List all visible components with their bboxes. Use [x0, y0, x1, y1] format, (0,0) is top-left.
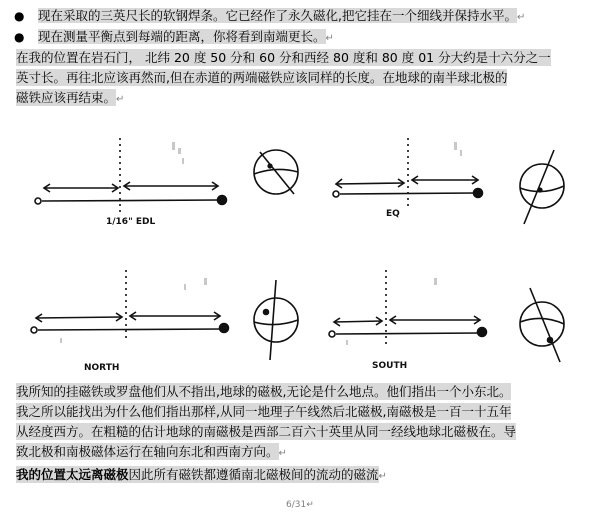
text-line: 致北极和南极磁体运行在轴向东北和西南方向。 — [16, 444, 279, 459]
paragraph-mark: ↵ — [516, 12, 526, 23]
globe-equator — [254, 320, 298, 325]
magnet-north-end — [478, 328, 487, 337]
magnet-south-end — [31, 327, 37, 333]
location-dot — [538, 188, 542, 192]
paragraph-mark: ↵ — [325, 33, 334, 44]
bullet-icon: ● — [14, 30, 25, 44]
text-line: 从经度西方。在粗糙的估计地球的南磁极是西部二百六十英里从同一经线地球北磁极在。导 — [16, 424, 517, 439]
magnet-south-end — [333, 191, 339, 197]
bullet-item-1 — [14, 6, 525, 27]
label-top-left: 1/16" EDL — [106, 217, 156, 227]
panel-top-left — [35, 138, 298, 212]
text-line: 磁铁应该再结束。 — [16, 90, 117, 105]
magnet-north-end — [220, 324, 229, 333]
magnet-south-end — [35, 198, 41, 204]
globe-icon — [520, 302, 564, 346]
text-line: 我所知的挂磁铁或罗盘他们从不指出,地球的磁极,无论是什么地点。他们指出一个小东北。 — [16, 384, 512, 399]
globe-equator — [520, 318, 564, 324]
paragraph-mark: ↵ — [378, 471, 387, 482]
magnet-bar — [42, 200, 220, 201]
paragraph-location — [16, 48, 576, 110]
bullet-text-1: 现在采取的三英尺长的软钢焊条。它已经作了永久磁化,把它挂在一个细线并保持水平。 — [38, 8, 517, 23]
page-number: 6/31↵ — [286, 500, 314, 510]
distance-arrow-south — [334, 321, 382, 322]
label-bottom-left: NORTH — [84, 363, 120, 373]
panel-bottom-right — [329, 270, 564, 362]
globe-icon — [520, 164, 564, 208]
bullet-icon: ● — [14, 9, 25, 23]
magnet-north-end — [474, 189, 483, 198]
magnet-south-end — [329, 331, 335, 337]
paragraph-compass — [16, 382, 576, 464]
paragraph-mark: ↵ — [278, 448, 287, 459]
bullet-item-2 — [14, 27, 334, 48]
location-dot — [548, 338, 553, 343]
text-line: 我之所以能找出为什么他们指出那样,从同一地理子午线然后北磁极,南磁极是一百一十五年 — [16, 404, 512, 419]
distance-arrow-south — [36, 317, 122, 318]
paragraph-mark: ↵ — [116, 94, 125, 105]
text-line: 在我的位置在岩石门， 北纬 20 度 50 分和 60 分和西经 80 度和 80 度 01 分大约是十六分之一 — [16, 50, 551, 65]
location-dot — [264, 310, 269, 315]
distance-arrow-south — [336, 183, 404, 184]
magnet-north-end — [218, 196, 227, 205]
globe-axis — [270, 280, 276, 360]
globe-axis — [524, 150, 554, 224]
paragraph-conclusion — [16, 465, 576, 487]
label-bottom-right: SOUTH — [372, 361, 408, 371]
magnet-diagram — [14, 128, 590, 380]
bold-phrase: 我的位置太远离磁极 — [16, 467, 129, 482]
bullet-text-2: 现在测量平衡点到每端的距离，你将看到南端更长。 — [38, 29, 326, 44]
panel-top-right — [333, 138, 564, 224]
globe-icon — [254, 298, 298, 342]
magnet-bar — [336, 333, 480, 334]
text-line: 因此所有磁铁都遵循南北磁极间的流动的磁流 — [128, 467, 379, 482]
text-line: 英寸长。再往北应该再然而,但在赤道的两端磁铁应该同样的长度。在地球的南半球北极的 — [16, 70, 508, 85]
globe-axis — [260, 152, 294, 194]
panel-bottom-left — [31, 270, 298, 360]
location-dot — [268, 164, 272, 168]
label-top-right: EQ — [386, 209, 400, 219]
globe-axis — [530, 288, 560, 362]
magnet-diagram-figure — [14, 128, 590, 380]
magnet-bar — [38, 329, 222, 330]
